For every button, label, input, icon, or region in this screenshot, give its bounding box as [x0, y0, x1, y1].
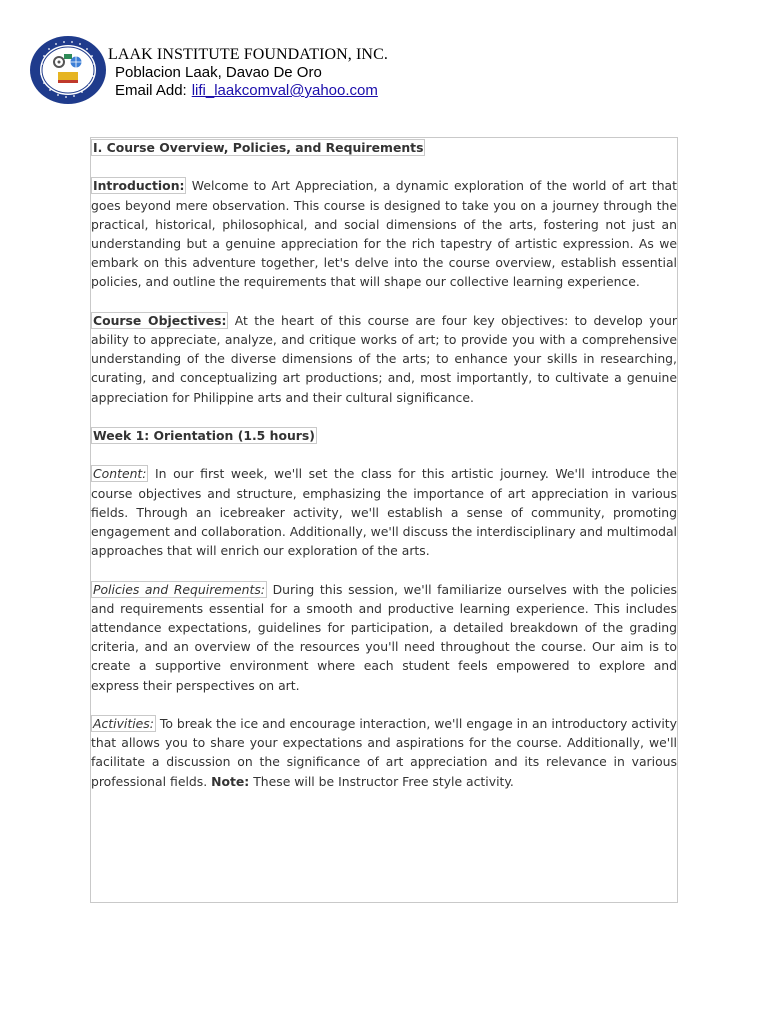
org-address: Poblacion Laak, Davao De Oro	[115, 64, 322, 81]
content-label: Content:	[93, 466, 147, 482]
week-heading: Week 1: Orientation (1.5 hours)	[93, 428, 315, 443]
objectives-paragraph	[91, 311, 677, 407]
policies-paragraph	[91, 580, 677, 695]
org-name: LAAK INSTITUTE FOUNDATION, INC.	[108, 46, 388, 63]
institute-seal-logo	[28, 34, 108, 106]
introduction-label: Introduction:	[93, 178, 185, 194]
document-body	[91, 138, 677, 810]
policies-label: Policies and Requirements:	[93, 581, 265, 597]
week-heading-paragraph	[91, 426, 677, 445]
introduction-paragraph	[91, 176, 677, 291]
content-paragraph	[91, 464, 677, 560]
objectives-label: Course Objectives:	[93, 312, 227, 328]
introduction-text: Welcome to Art Appreciation, a dynamic exploration of the world of art that goes beyond mere observation. This course is designed to take you on a journey through the practical, historical, philosophical, and social dimensions of the arts, fostering not just an understanding but a genuine appreciation for the rich tapestry of artistic expression. As we embark on this adventure together, let's delve into the course overview, establish essential policies, and outline the requirements that will shape our collective learning experience.	[91, 178, 677, 290]
objectives-text: At the heart of this course are four key objectives: to develop your ability to appreciate, analyze, and critique works of art; to provide you with a comprehensive understanding of the diverse dimensions of the arts; to enhance your skills in researching, curating, and conceptualizing art productions; and, most importantly, to cultivate a genuine appreciation for Philippine arts and their cultural significance.	[91, 312, 677, 405]
activities-text: To break the ice and encourage interaction, we'll engage in an introductory activity that allows you to share your expectations and aspirations for the course. Additionally, we'll facilitate a discussion on the significance of art appreciation and its relevance in various professional fields.	[91, 716, 677, 789]
note-label: Note:	[211, 773, 250, 789]
section-heading-paragraph	[91, 138, 677, 157]
activities-paragraph	[91, 714, 677, 791]
email-line	[115, 82, 378, 99]
activities-label: Activities:	[93, 716, 154, 731]
email-label: Email Add:	[115, 82, 187, 99]
content-text: In our first week, we'll set the class for this artistic journey. We'll introduce the course objectives and structure, emphasizing the importance of art appreciation in various fields. Through an icebreaker activity, we'll establish a sense of community, promoting engagement and collaboration. Additionally, we'll discuss the interdisciplinary and multimodal approaches that will enrich our exploration of the arts.	[91, 466, 677, 559]
email-link[interactable]: lifi_laakcomval@yahoo.com	[191, 82, 378, 99]
section-heading: I. Course Overview, Policies, and Requirements	[93, 140, 424, 155]
policies-text: During this session, we'll familiarize ourselves with the policies and requirements essential for a smooth and productive learning experience. This includes attendance expectations, guidelines for participation, a detailed breakdown of the grading criteria, and an overview of the resources you'll need throughout the course. Our aim is to create a supportive environment where each student feels empowered to explore and express their perspectives on art.	[91, 581, 677, 693]
note-text: These will be Instructor Free style activity.	[249, 773, 514, 789]
